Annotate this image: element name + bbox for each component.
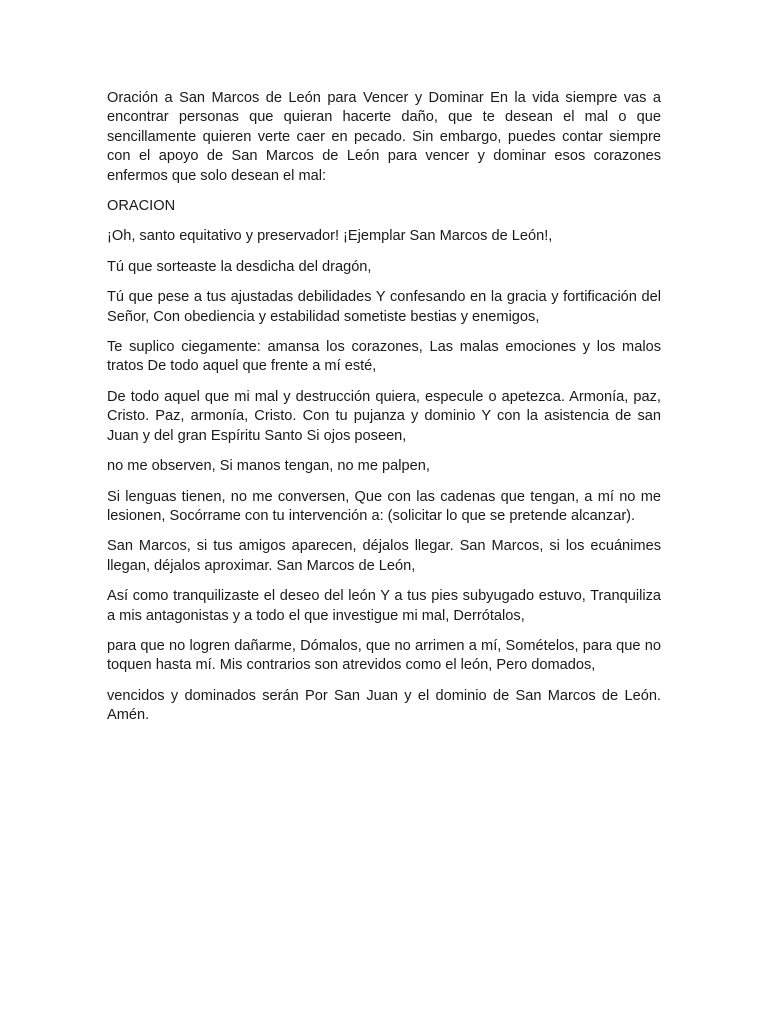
prayer-heading: ORACION	[107, 198, 176, 215]
prayer-paragraph: Tú que sorteaste la desdicha del dragón,	[107, 258, 372, 275]
prayer-paragraph: para que no logren dañarme, Dómalos, que no arrimen a mí, Somételos, para que no toquen hasta mí. Mis contrarios son atrevidos como el león, Pero domados,	[107, 637, 661, 674]
prayer-paragraph: Si lenguas tienen, no me conversen, Que con las cadenas que tengan, a mí no me lesionen, Socórrame con tu intervención a: (solicitar lo que se pretende alcanzar).	[107, 488, 661, 524]
prayer-paragraph: Así como tranquilizaste el deseo del león Y a tus pies subyugado estuvo, Tranquiliza a mis antagonistas y a todo el que investigue mi mal, Derrótalos,	[107, 588, 661, 624]
prayer-paragraph: ¡Oh, santo equitativo y preservador! ¡Ejemplar San Marcos de León!,	[107, 228, 553, 245]
intro-paragraph: Oración a San Marcos de León para Vencer y Dominar En la vida siempre vas a encontrar personas que quieran hacerte daño, que te desean el mal o que sencillamente quieren verte caer en pecado. Sin embargo, puedes contar siempre con el apoyo de San Marcos de León para vencer y dominar esos corazones enfermos que solo desean el mal:	[107, 90, 661, 184]
prayer-paragraph: De todo aquel que mi mal y destrucción quiera, especule o apetezca. Armonía, paz, Cristo. Paz, armonía, Cristo. Con tu pujanza y dominio Y con la asistencia de san Juan y del gran Espíritu Santo Si ojos poseen,	[107, 388, 661, 444]
document-body	[107, 89, 661, 737]
closing-paragraph: vencidos y dominados serán Por San Juan y el dominio de San Marcos de León. Amén.	[107, 687, 661, 724]
prayer-paragraph: San Marcos, si tus amigos aparecen, déjalos llegar. San Marcos, si los ecuánimes llegan, déjalos aproximar. San Marcos de León,	[107, 538, 661, 574]
prayer-paragraph: no me observen, Si manos tengan, no me palpen,	[107, 458, 430, 475]
prayer-paragraph: Tú que pese a tus ajustadas debilidades Y confesando en la gracia y fortificación del Señor, Con obediencia y estabilidad sometiste bestias y enemigos,	[107, 289, 661, 325]
prayer-paragraph: Te suplico ciegamente: amansa los corazones, Las malas emociones y los malos tratos De todo aquel que frente a mí esté,	[107, 339, 661, 375]
